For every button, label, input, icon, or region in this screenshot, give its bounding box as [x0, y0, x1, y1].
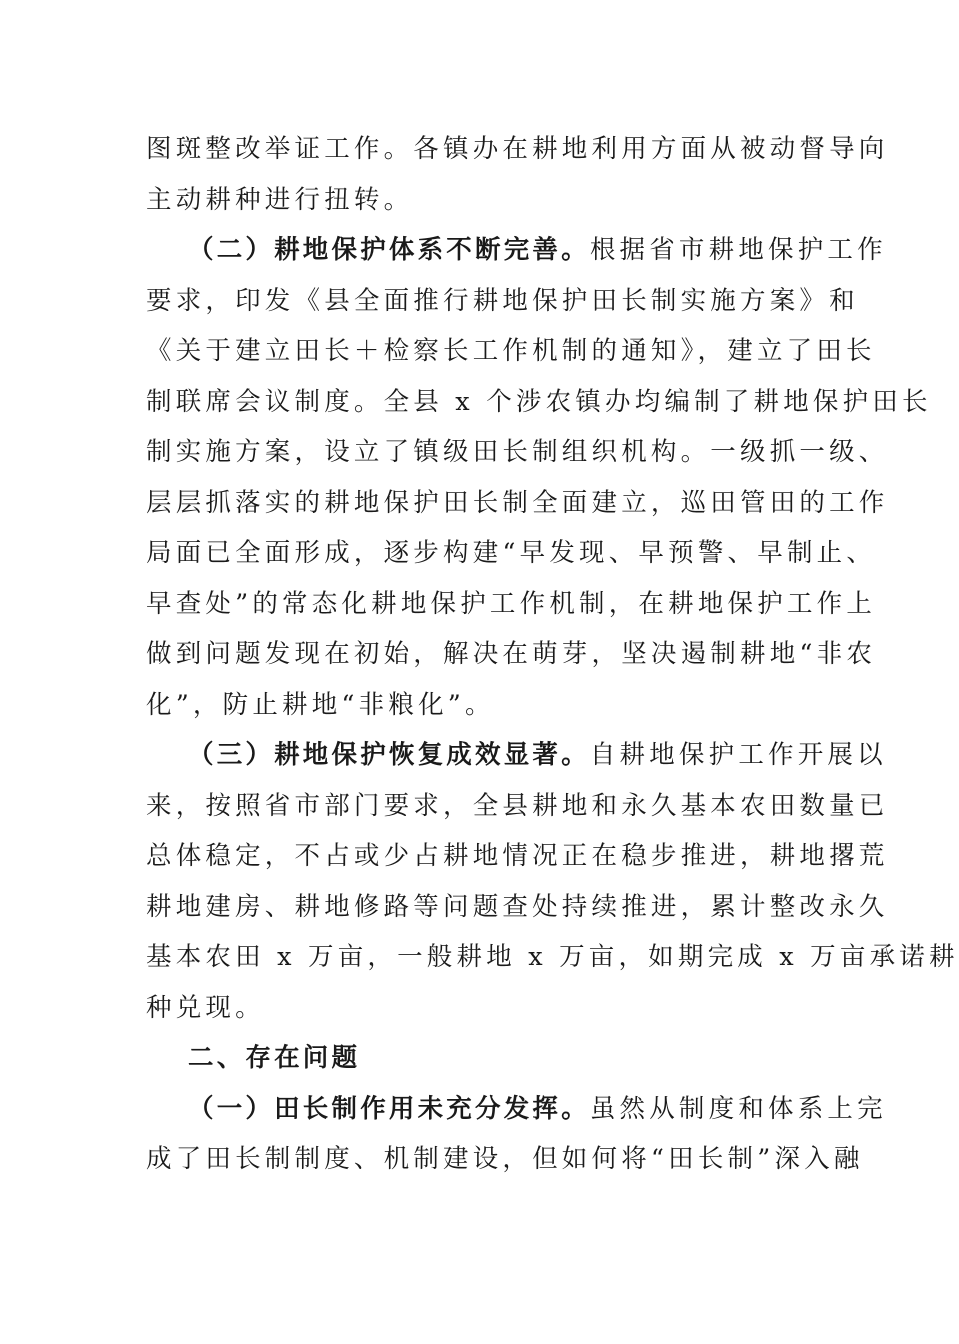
body-line: 总体稳定，不占或少占耕地情况正在稳步推进，耕地撂荒 [146, 841, 889, 871]
body-line: 来，按照省市部门要求，全县耕地和永久基本农田数量已 [146, 790, 889, 821]
body-line: 耕地建房、耕地修路等问题查处持续推进，累计整改永久 [146, 891, 889, 922]
section-text: 根据省市耕地保护工作 [589, 235, 887, 265]
body-line: 制联席会议制度。全县 x 个涉农镇办均编制了耕地保护田长 [146, 386, 932, 417]
body-line: 层层抓落实的耕地保护田长制全面建立，巡田管田的工作 [146, 487, 889, 518]
body-line: 成了田长制制度、机制建设，但如何将“田长制”深入融 [146, 1144, 864, 1174]
body-line: 制实施方案，设立了镇级田长制组织机构。一级抓一级、 [146, 437, 889, 467]
section-2-first-line [146, 225, 887, 276]
body-line: 化”，防止耕地“非粮化”。 [146, 689, 495, 720]
part-heading-text: 二、存在问题 [188, 1043, 361, 1073]
part-heading [146, 1033, 804, 1084]
body-line: 种兑现。 [146, 992, 265, 1023]
body-line: 做到问题发现在初始，解决在萌芽，坚决遏制耕地“非农 [146, 639, 877, 669]
body-line: 早查处”的常态化耕地保护工作机制，在耕地保护工作上 [146, 588, 877, 619]
body-line: 《关于建立田长＋检察长工作机制的通知》，建立了田长 [146, 336, 876, 366]
body-line: 图斑整改举证工作。各镇办在耕地利用方面从被动督导向 [146, 134, 889, 164]
body-line: 要求，印发《县全面推行耕地保护田长制实施方案》和 [146, 285, 859, 316]
body-line: 局面已全面形成，逐步构建“早发现、早预警、早制止、 [146, 538, 877, 568]
section-heading: （三）耕地保护恢复成效显著。 [188, 740, 590, 770]
section-text: 自耕地保护工作开展以 [589, 740, 887, 770]
section-3-first-line [146, 730, 887, 781]
section-heading: （一）田长制作用未充分发挥。 [188, 1093, 590, 1124]
problem-1-first-line [146, 1084, 887, 1135]
body-line: 基本农田 x 万亩，一般耕地 x 万亩，如期完成 x 万亩承诺耕 [146, 942, 959, 972]
section-heading: （二）耕地保护体系不断完善。 [188, 235, 590, 265]
section-text: 虽然从制度和体系上完 [589, 1093, 887, 1124]
body-line: 主动耕种进行扭转。 [146, 184, 414, 215]
